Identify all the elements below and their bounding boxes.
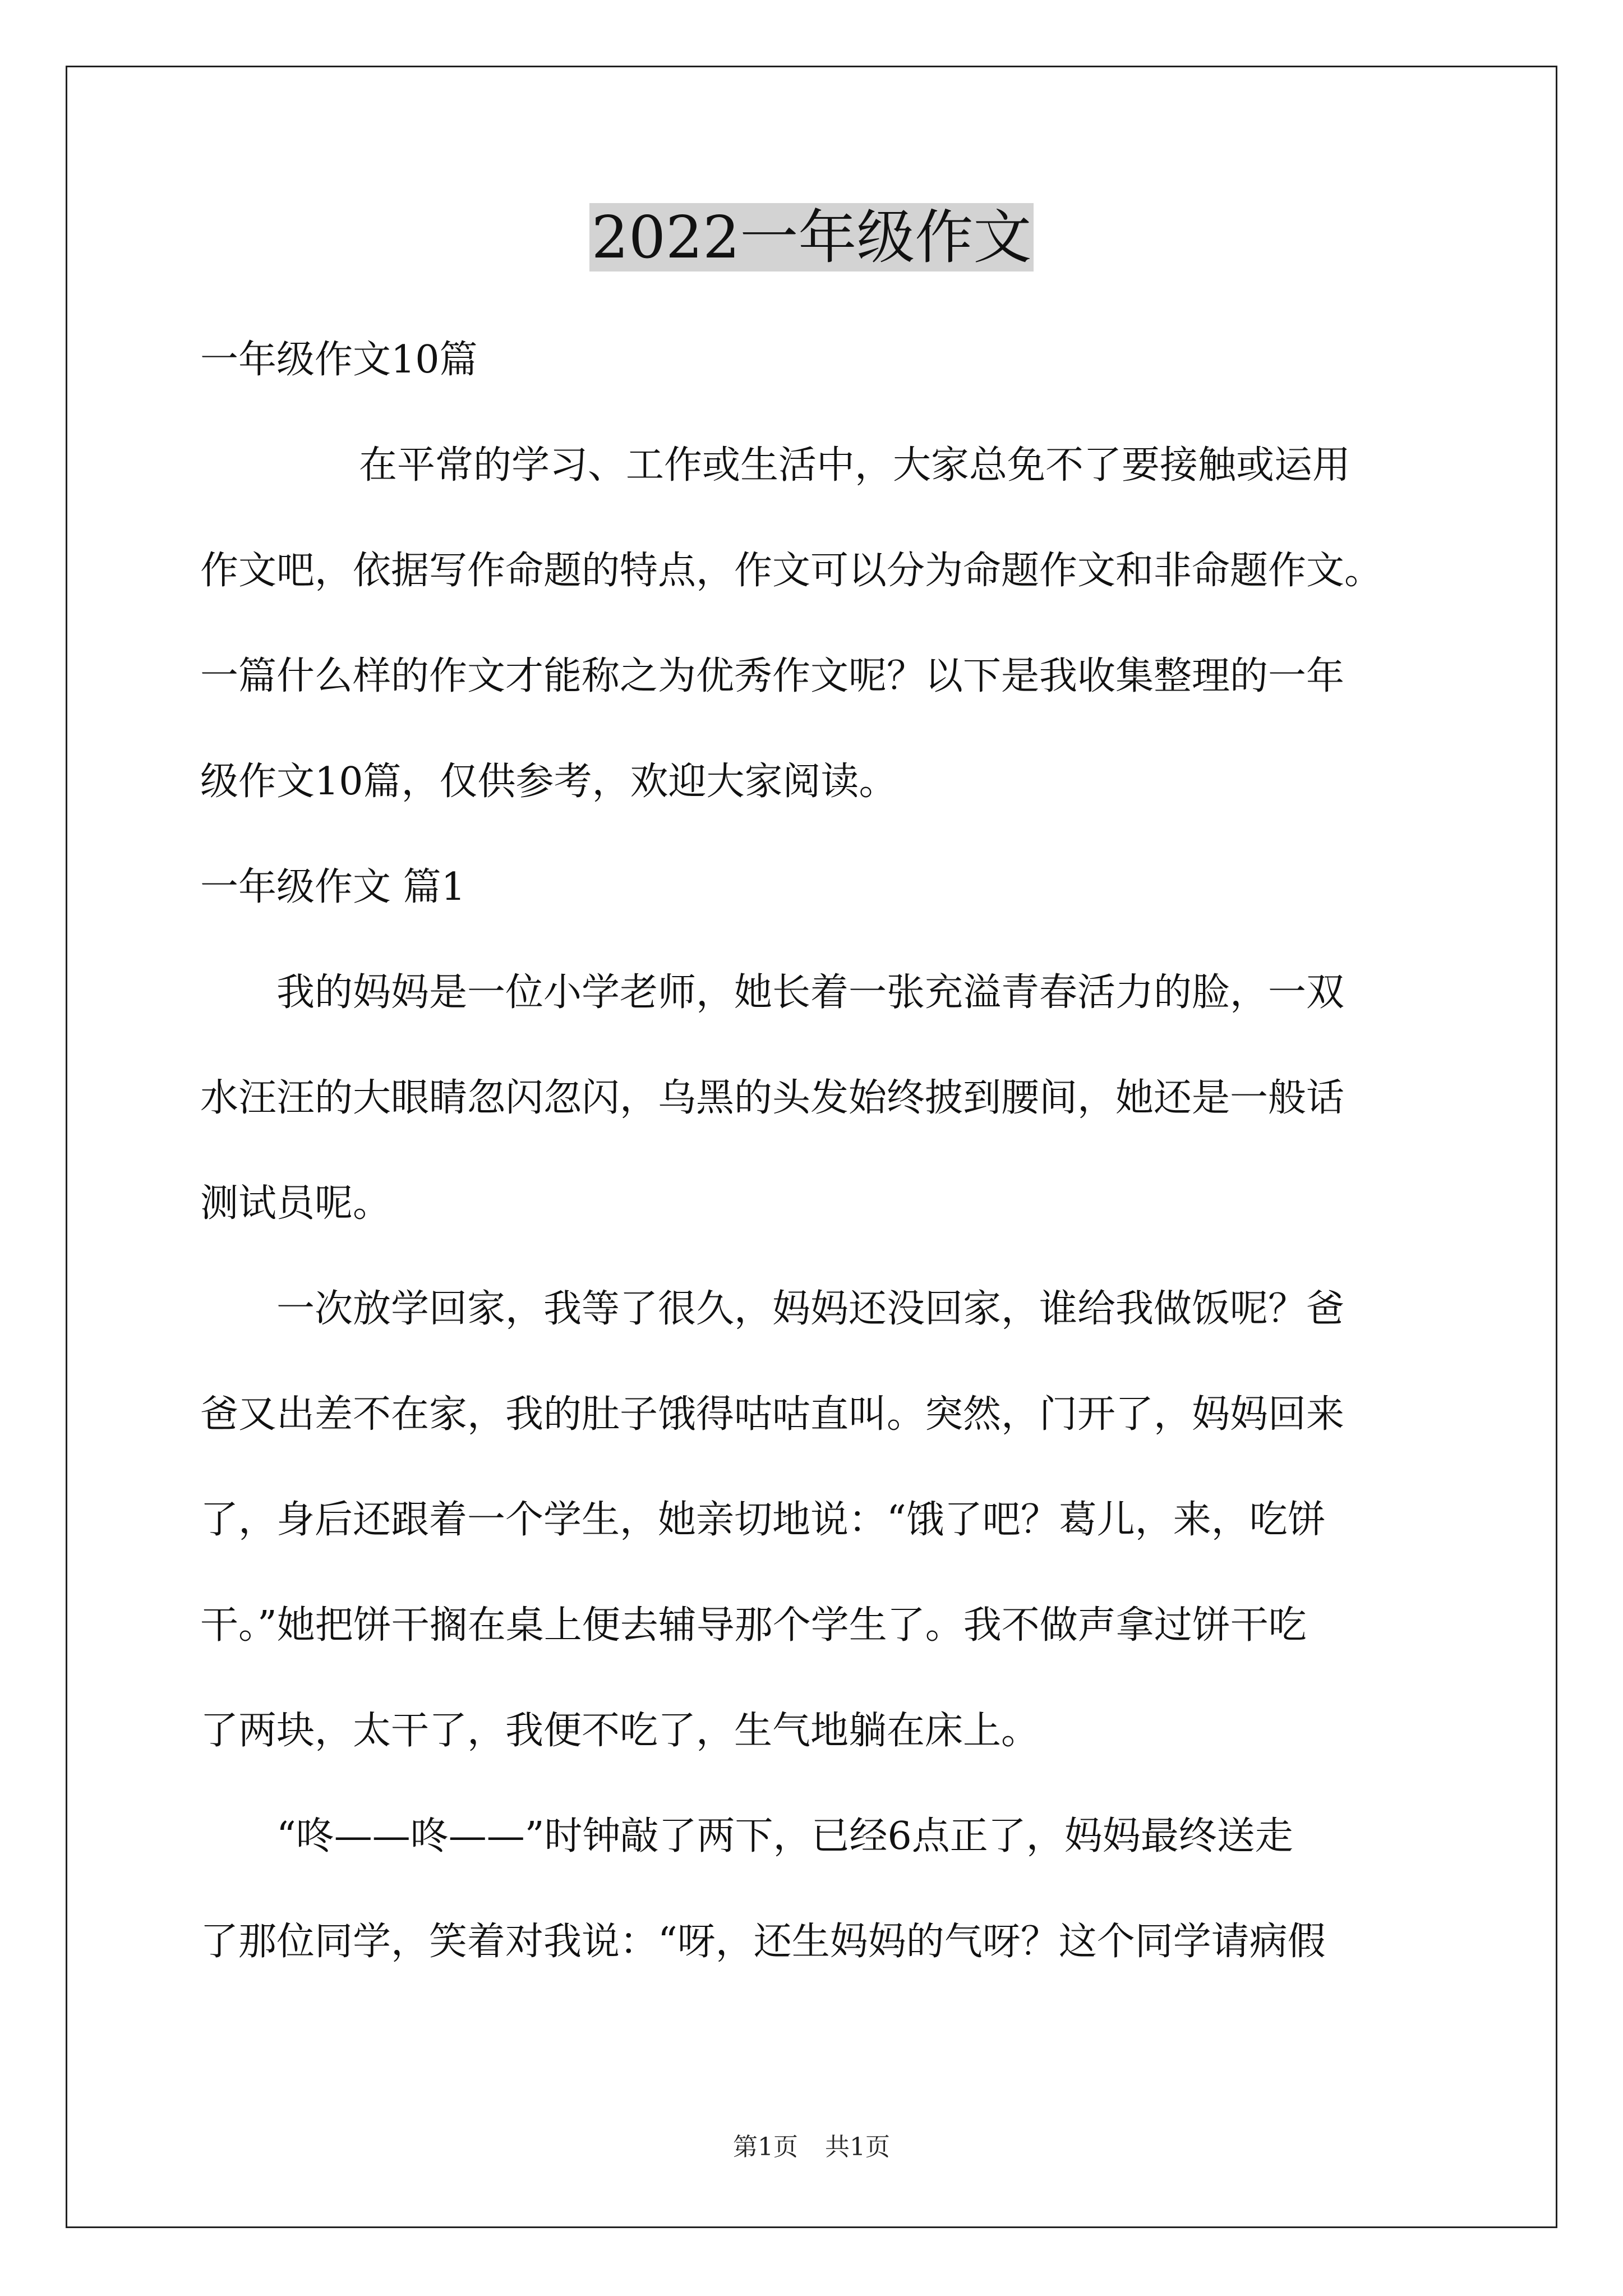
paragraph-line: 了那位同学，笑着对我说：“呀，还生妈妈的气呀？这个同学请病假 <box>200 1920 1326 1964</box>
intro-paragraph <box>200 413 1456 835</box>
intro-line: 在平常的学习、工作或生活中，大家总免不了要接触或运用 <box>359 443 1351 487</box>
page-footer <box>0 2131 1623 2164</box>
page-number-current: 第1页 <box>733 2133 798 2161</box>
subtitle: 一年级作文10篇 <box>200 338 478 382</box>
title-text: 2022一年级作文 <box>589 203 1034 272</box>
paragraph-line: 爸又出差不在家，我的肚子饿得咕咕直叫。突然，门开了，妈妈回来 <box>200 1392 1345 1437</box>
paragraph-line: 水汪汪的大眼睛忽闪忽闪，乌黑的头发始终披到腰间，她还是一般话 <box>200 1076 1345 1120</box>
paragraph-line: “咚——咚——”时钟敲了两下，已经6点正了，妈妈最终送走 <box>276 1814 1293 1858</box>
intro-line: 级作文10篇，仅供参考，欢迎大家阅读。 <box>200 760 897 804</box>
paragraph-line: 测试员呢。 <box>200 1181 391 1226</box>
intro-line: 一篇什么样的作文才能称之为优秀作文呢？以下是我收集整理的一年 <box>200 654 1345 698</box>
paragraph-line: 了，身后还跟着一个学生，她亲切地说：“饿了吧？葛儿，来，吃饼 <box>200 1498 1326 1542</box>
section-heading: 一年级作文 篇1 <box>200 865 465 909</box>
page-number-total: 共1页 <box>825 2133 890 2161</box>
paragraph-line: 了两块，太干了，我便不吃了，生气地躺在床上。 <box>200 1709 1040 1753</box>
paragraph-1 <box>200 940 1456 1257</box>
document-title <box>0 201 1623 274</box>
paragraph-3 <box>200 1784 1456 1995</box>
paragraph-line: 一次放学回家，我等了很久，妈妈还没回家，谁给我做饭呢？爸 <box>276 1287 1345 1331</box>
paragraph-line: 我的妈妈是一位小学老师，她长着一张充溢青春活力的脸，一双 <box>276 970 1345 1015</box>
document-body <box>200 307 1456 1995</box>
paragraph-line: 干。”她把饼干搁在桌上便去辅导那个学生了。我不做声拿过饼干吃 <box>200 1603 1307 1648</box>
intro-line: 作文吧，依据写作命题的特点，作文可以分为命题作文和非命题作文。 <box>200 549 1383 593</box>
paragraph-2 <box>200 1257 1456 1784</box>
